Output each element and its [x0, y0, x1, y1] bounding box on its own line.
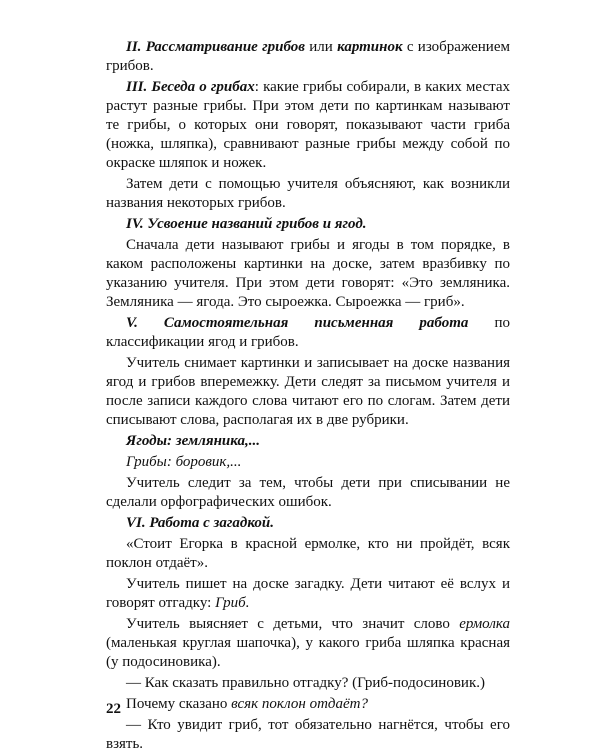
- section-6-heading: VI. Работа с загадкой.: [126, 515, 275, 531]
- names-paragraph: Затем дети с помощью учителя объясняют, как возникли названия некоторых грибов.: [106, 176, 510, 211]
- section-2-paragraph: II. Рассматривание грибов или картинок с изображением грибов.: [106, 39, 510, 74]
- riddle-answer: Гриб.: [215, 595, 250, 611]
- section-3-paragraph: III. Беседа о грибах: какие грибы собирали, в каких местах растут разные грибы. При этом дети по картинкам называют те грибы, о которых они говорят, показывают части гриба (ножка, шляпка), сравнивают разные грибы между собой по окраске шляпок и ножек.: [106, 79, 510, 171]
- riddle-paragraph: Учитель пишет на доске загадку. Дети читают её вслух и говорят отгадку: Гриб.: [106, 576, 510, 611]
- check-paragraph: Учитель следит за тем, чтобы дети при списывании не сделали орфографических ошибок.: [106, 475, 510, 510]
- question-line: Почему сказано всяк поклон отдаёт?: [126, 696, 368, 712]
- berries-line: Ягоды: земляника,...: [126, 433, 261, 449]
- section-5-paragraph: V. Самостоятельная письменная работа по классификации ягод и грибов.: [106, 315, 510, 350]
- question-phrase: всяк поклон отдаёт?: [231, 696, 368, 712]
- mushrooms-line: Грибы: боровик,...: [126, 454, 242, 470]
- section-2-heading: II. Рассматривание грибов: [126, 39, 305, 55]
- dialog-line-1: — Как сказать правильно отгадку? (Гриб-подосиновик.): [126, 675, 485, 691]
- explain-paragraph: Учитель выясняет с детьми, что значит слово ермолка (маленькая круглая шапочка), у какого гриба шляпка красная (у подосиновика).: [106, 616, 510, 670]
- section-4-heading: IV. Усвоение названий грибов и ягод.: [126, 216, 367, 232]
- section-6-paragraph: [106, 514, 510, 533]
- section-5-heading: V. Самостоятельная письменная работа: [126, 315, 469, 331]
- page-number: 22: [106, 701, 121, 717]
- explain-word: ермолка: [459, 616, 510, 632]
- section-3-heading: III. Беседа о грибах: [126, 79, 255, 95]
- riddle-text: «Стоит Егорка в красной ермолке, кто ни пройдёт, всяк поклон отдаёт».: [106, 536, 510, 571]
- dialog-line-2: — Кто увидит гриб, тот обязательно нагнётся, чтобы его взять.: [106, 717, 510, 752]
- order-paragraph: Сначала дети называют грибы и ягоды в том порядке, в каком расположены картинки на доске, затем вразбивку по указанию учителя. При этом дети говорят: «Это земляника. Земляника — ягода. Это сыроежка. Сыроежка — гриб».: [106, 237, 510, 310]
- teacher-paragraph: Учитель снимает картинки и записывает на доске названия ягод и грибов вперемежку. Дети следят за письмом учителя и после записи каждого слова читают его по слогам. Затем дети списывают слова, располагая их в две рубрики.: [106, 355, 510, 428]
- page-text: [106, 38, 510, 754]
- section-4-paragraph: [106, 215, 510, 234]
- section-2-emphasis: картинок: [337, 39, 403, 55]
